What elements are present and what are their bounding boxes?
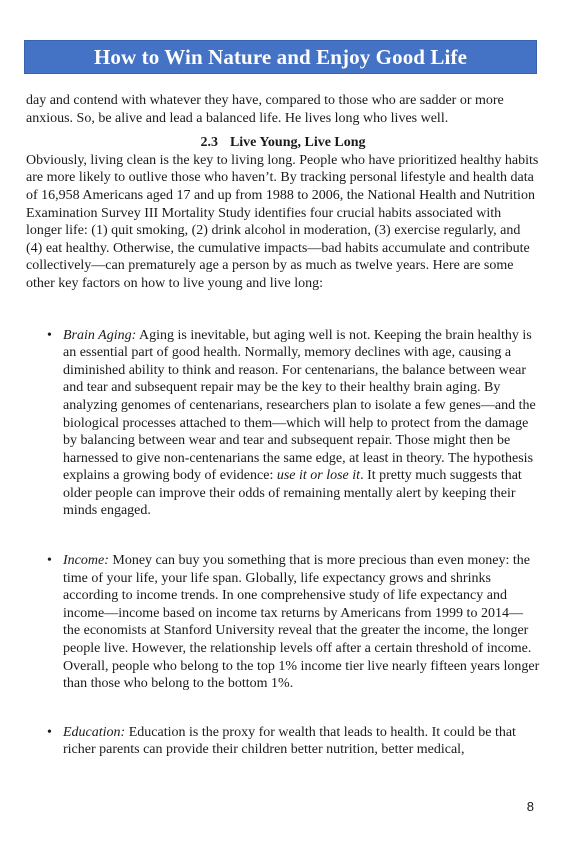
page-title: How to Win Nature and Enjoy Good Life [93,44,467,69]
bullet-brain-aging [26,327,540,521]
page-number: 8 [526,799,534,814]
document-body [26,92,540,759]
bullet-education [26,724,540,759]
bullet-text-end: . It pretty much suggests that older people can improve their odds of remaining mentally alert by keeping their minds engaged. [63,468,522,519]
bullet-term: Income: [63,553,109,569]
title-banner [24,40,537,74]
bullet-text: Education is the proxy for wealth that leads to health. It could be that richer parents can provide their children better nutrition, better medical, [63,724,516,758]
bullet-text: Money can buy you something that is more precious than even money: the time of your life, your life span. Globally, life expectancy grows and shrinks according to income trends. In one comprehensive study of life expectancy and income—income based on income tax returns by Americans from 1999 to 2014—the economists at Stanford University reveal that the greater the income, the longer people live. However, the relationship levels off after a certain threshold of income. Overall, people who belong to the top 1% income tier live nearly fifteen years longer than those who belong to the bottom 1%. [63,553,540,692]
bullet-term: Brain Aging: [63,327,137,343]
intro-paragraph: day and contend with whatever they have, compared to those who are sadder or more anxious. So, be alive and lead a balanced life. He lives long who lives well. [26,93,504,126]
bullet-income [26,552,540,693]
bullet-emphasis: use it or lose it [276,468,361,484]
bullet-term: Education: [63,724,126,740]
section-heading [26,134,540,152]
section-number: 2.3 [200,135,218,151]
bullet-list [26,327,540,759]
section-paragraph: Obviously, living clean is the key to living long. People who have prioritized healthy habits are more likely to outlive those who haven’t. By tracking personal lifestyle and health data of 16,958 Americans aged 17 and up from 1988 to 2006, the National Health and Nutrition Examination Survey III Mortality Study identifies four crucial habits associated with longer life: (1) quit smoking, (2) drink alcohol in moderation, (3) exercise regularly, and (4) eat healthy. Otherwise, the cumulative impacts—bad habits accumulate and contribute collectively—can prematurely age a person by as much as twelve years. Here are some other key factors on how to live young and live long: [26,152,539,291]
bullet-text: Aging is inevitable, but aging well is not. Keeping the brain healthy is an essential part of good health. Normally, memory declines with age, causing a diminished ability to think and reason. For centenarians, the balance between wear and tear and subsequent repair may be the key to their healthy brain aging. By analyzing genomes of centenarians, researchers plan to isolate a few genes—and the biological processes attached to them—which will help to protect from the damage by balancing between wear and tear and subsequent repair. Those might then be harnessed to give non-centenarians the same edge, at least in theory. The hypothesis explains a growing body of evidence: [63,327,536,484]
section-title: Live Young, Live Long [229,135,366,151]
